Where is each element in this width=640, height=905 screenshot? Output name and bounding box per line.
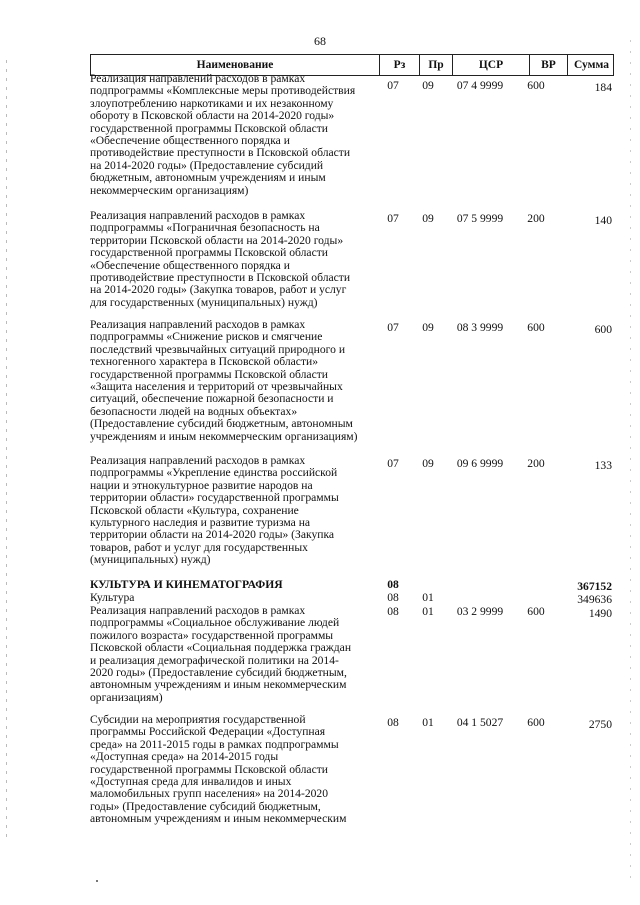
row-name-line: на 2014-2020 годы» (Закупка товаров, работ и услуг xyxy=(90,283,347,297)
row-name-line: последствий чрезвычайных ситуаций природного и xyxy=(90,342,346,356)
cell-pr: 09 xyxy=(422,212,434,225)
cell-pr: 01 xyxy=(422,605,434,618)
row-name-line: Субсидии на мероприятия государственной xyxy=(90,713,306,726)
row-name xyxy=(90,455,390,567)
cell-vr: 200 xyxy=(527,212,545,225)
header-name: Наименование xyxy=(91,55,380,75)
row-name xyxy=(90,714,390,826)
row-name xyxy=(90,319,390,443)
row-name-line: Реализация направлений расходов в рамках xyxy=(90,454,306,467)
cell-rz: 08 xyxy=(387,716,399,729)
row-name-line: среда» на 2011-2015 годы в рамках подпрограммы xyxy=(90,737,339,751)
scan-edge-left xyxy=(6,60,7,840)
row-name-line: государственной программы Псковской области xyxy=(90,246,328,260)
row-name-line: организациям) xyxy=(90,690,163,704)
row-name-line: безопасности людей на водных объектах» xyxy=(90,404,298,418)
row-name-line: подпрограммы «Социальное обслуживание людей xyxy=(90,616,340,630)
row-name-line: государственной программы Псковской области xyxy=(90,762,328,776)
row-name-line: пожилого возраста» государственной программы xyxy=(90,628,334,642)
cell-sum: 133 xyxy=(594,459,612,472)
row-name-line: Псковской области «Социальная поддержка граждан xyxy=(90,641,352,655)
cell-vr: 600 xyxy=(527,716,545,729)
row-name xyxy=(90,73,390,197)
row-name-line: «Обеспечение общественного порядка и xyxy=(90,258,290,272)
row-name-line: (муниципальных) нужд) xyxy=(90,553,211,567)
cell-pr: 09 xyxy=(422,321,434,334)
cell-rz: 07 xyxy=(387,457,399,470)
cell-pr: 09 xyxy=(422,457,434,470)
row-name-line: государственной программы Псковской области xyxy=(90,367,328,381)
row-name-line: автономным учреждениям и иным некоммерческим xyxy=(90,812,347,826)
section-title xyxy=(90,579,390,591)
row-name-line: ситуаций, обеспечение пожарной безопасности и xyxy=(90,392,334,406)
row-name-line: территории области» государственной программы xyxy=(90,491,339,505)
cell-rz: 08 xyxy=(387,578,399,591)
row-name-line: бюджетным, автономным учреждениям и иным xyxy=(90,171,326,185)
cell-vr: 600 xyxy=(527,79,545,92)
row-name-line: Реализация направлений расходов в рамках xyxy=(90,72,306,85)
cell-vr: 200 xyxy=(527,457,545,470)
row-name-line: 2020 годы» (Предоставление субсидий бюджетным, xyxy=(90,665,347,679)
cell-sum: 184 xyxy=(594,81,612,94)
cell-pr: 01 xyxy=(422,716,434,729)
row-name-line: подпрограммы «Снижение рисков и смягчение xyxy=(90,330,323,344)
cell-pr: 09 xyxy=(422,79,434,92)
cell-sum: 367152 xyxy=(577,580,612,593)
row-name-line: для государственных (муниципальных) нужд) xyxy=(90,295,318,309)
cell-vr: 600 xyxy=(527,321,545,334)
row-name-line: и реализация демографической политики на 2014- xyxy=(90,653,339,667)
row-name-line: культурного наследия и развитие туризма на xyxy=(90,515,311,529)
row-name-line: «Обеспечение общественного порядка и xyxy=(90,133,290,147)
row-name-line: учреждениям и иным некоммерческим организациям) xyxy=(90,429,358,443)
row-name-line: подпрограммы «Укрепление единства российской xyxy=(90,466,338,480)
row-name-line: Псковской области «Культура, сохранение xyxy=(90,503,299,517)
header-rz: Рз xyxy=(380,55,420,75)
row-name xyxy=(90,605,390,704)
cell-csr: 03 2 9999 xyxy=(456,605,504,618)
cell-rz: 08 xyxy=(387,605,399,618)
row-name-line: государственной программы Псковской области xyxy=(90,121,328,135)
cell-sum: 349636 xyxy=(577,593,612,606)
cell-csr: 09 6 9999 xyxy=(456,457,504,470)
row-name-line: товаров, работ и услуг для государственных xyxy=(90,540,308,554)
cell-vr: 600 xyxy=(527,605,545,618)
header-vr: ВР xyxy=(530,55,568,75)
row-name-line: территории Псковской области на 2014-2020 годы» xyxy=(90,233,344,247)
header-sum: Сумма xyxy=(574,59,609,71)
row-name-line: автономным учреждениям и иным некоммерческим xyxy=(90,678,347,692)
row-name-line: на 2014-2020 годы» (Предоставление субсидий xyxy=(90,158,324,172)
scan-edge-right xyxy=(630,40,631,880)
row-name-line: «Защита населения и территорий от чрезвычайных xyxy=(90,379,343,393)
row-name-line: программы Российской Федерации «Доступная xyxy=(90,725,326,739)
row-name-line: подпрограммы «Комплексные меры противодействия xyxy=(90,84,356,98)
row-name-line: Реализация направлений расходов в рамках xyxy=(90,604,306,617)
cell-sum: 140 xyxy=(594,214,612,227)
cell-rz: 07 xyxy=(387,212,399,225)
row-name-line: злоупотреблению наркотиками и их незаконному xyxy=(90,96,334,110)
row-name-line: нации и этнокультурное развитие народов на xyxy=(90,478,313,492)
row-name-line: Реализация направлений расходов в рамках xyxy=(90,209,306,222)
page-number: 68 xyxy=(314,34,326,48)
cell-csr: 08 3 9999 xyxy=(456,321,504,334)
cell-pr: 01 xyxy=(422,591,434,604)
row-name-line: подпрограммы «Пограничная безопасность на xyxy=(90,221,320,235)
cell-csr: 07 4 9999 xyxy=(456,79,504,92)
row-name xyxy=(90,592,390,604)
cell-sum: 2750 xyxy=(588,718,612,731)
cell-sum: 600 xyxy=(594,323,612,336)
row-name-line: обороту в Псковской области на 2014-2020 годы» xyxy=(90,109,335,123)
header-csr: ЦСР xyxy=(453,55,530,75)
header-pr: Пр xyxy=(420,55,453,75)
row-name-line: некоммерческим организациям) xyxy=(90,183,249,197)
cell-rz: 07 xyxy=(387,79,399,92)
row-name-line: противодействие преступности в Псковской области xyxy=(90,270,351,284)
row-name-line: (Предоставление субсидий бюджетным, автономным xyxy=(90,417,353,431)
cell-csr: 07 5 9999 xyxy=(456,212,504,225)
cell-rz: 08 xyxy=(387,591,399,604)
row-name-line: маломобильных групп населения» на 2014-2020 xyxy=(90,787,329,801)
row-name-line: Реализация направлений расходов в рамках xyxy=(90,318,306,331)
row-name-line: Культура xyxy=(90,591,135,604)
cell-rz: 07 xyxy=(387,321,399,334)
row-name xyxy=(90,210,390,309)
row-name-line: техногенного характера в Псковской области» xyxy=(90,355,319,369)
row-name-line: «Доступная среда» на 2014-2015 годы xyxy=(90,750,279,764)
row-name-line: территории области на 2014-2020 годы» (Закупка xyxy=(90,528,335,542)
scan-mark xyxy=(96,880,98,882)
cell-sum: 1490 xyxy=(588,607,612,620)
section-title-line: КУЛЬТУРА И КИНЕМАТОГРАФИЯ xyxy=(90,578,283,591)
row-name-line: годы» (Предоставление субсидий бюджетным, xyxy=(90,799,321,813)
cell-csr: 04 1 5027 xyxy=(456,716,504,729)
row-name-line: противодействие преступности в Псковской области xyxy=(90,146,351,160)
row-name-line: «Доступная среда для инвалидов и иных xyxy=(90,774,292,788)
